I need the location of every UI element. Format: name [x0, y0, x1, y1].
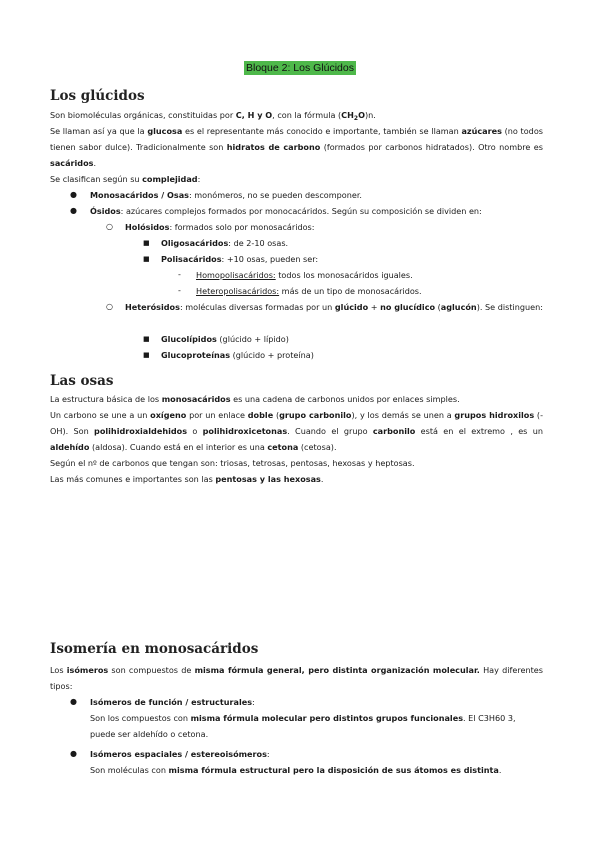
block-header	[0, 56, 600, 75]
list-item: Heteropolisacáridos: más de un tipo de monosacáridos.	[196, 286, 422, 296]
list-item-description: Son los compuestos con misma fórmula molecular pero distintos grupos funcionales. El C3H60 3, puede ser aldehído o cetona.	[90, 713, 516, 739]
paragraph: Un carbono se une a un oxígeno por un enlace doble (grupo carbonilo), y los demás se unen a grupos hidroxilos (-OH). Son polihidroxialdehidos o polihidroxicetonas. Cuando el grupo carbonilo está en el extremo , es un aldehído (aldosa). Cuando está en el interior es una cetona (cetosa).	[50, 410, 544, 452]
list-item: Heterósidos: moléculas diversas formadas por un glúcido + no glucídico (aglucón). Se distinguen:	[125, 302, 543, 312]
list-item: Isómeros espaciales / estereoisómeros:	[90, 749, 270, 759]
bullet-icon: ●	[70, 697, 77, 706]
paragraph: Se llaman así ya que la glucosa es el representante más conocido e importante, también se llaman azúcares (no todos tienen sabor dulce). Tradicionalmente son hidratos de carbono (formados por carbonos hidratados). Otro nombre es sacáridos.	[50, 126, 543, 168]
paragraph: Según el nº de carbonos que tengan son: triosas, tetrosas, pentosas, hexosas y heptosas.	[50, 458, 415, 468]
list-item: Glucolípidos (glúcido + lípido)	[161, 334, 289, 344]
bullet-icon: ●	[70, 206, 77, 215]
square-bullet-icon: ■	[143, 255, 150, 263]
list-item: Monosacáridos / Osas: monómeros, no se pueden descomponer.	[90, 190, 362, 200]
block-header-text: Bloque 2: Los Glúcidos	[246, 62, 354, 74]
paragraph: Las más comunes e importantes son las pentosas y las hexosas.	[50, 474, 324, 484]
list-item-description: Son moléculas con misma fórmula estructural pero la disposición de sus átomos es distinta.	[90, 765, 502, 775]
circle-bullet-icon: ○	[106, 302, 113, 311]
section-title-isomeria: Isomería en monosacáridos	[50, 641, 259, 657]
section-title-osas: Las osas	[50, 373, 114, 389]
dash-bullet-icon: -	[178, 270, 181, 279]
square-bullet-icon: ■	[143, 351, 150, 359]
square-bullet-icon: ■	[143, 239, 150, 247]
list-item: Homopolisacáridos: todos los monosacáridos iguales.	[196, 270, 413, 280]
paragraph: Se clasifican según su complejidad:	[50, 174, 201, 184]
list-item: Holósidos: formados solo por monosacáridos:	[125, 222, 315, 232]
bullet-icon: ●	[70, 190, 77, 199]
list-item: Glucoproteínas (glúcido + proteína)	[161, 350, 314, 360]
list-item: Polisacáridos: +10 osas, pueden ser:	[161, 254, 319, 264]
paragraph: Los isómeros son compuestos de misma fórmula general, pero distinta organización molecular. Hay diferentes tipos:	[50, 665, 543, 691]
list-item: Oligosacáridos: de 2-10 osas.	[161, 238, 289, 248]
list-item: Isómeros de función / estructurales:	[90, 697, 255, 707]
square-bullet-icon: ■	[143, 335, 150, 343]
bullet-icon: ●	[70, 749, 77, 758]
section-title-glucidos: Los glúcidos	[50, 88, 145, 104]
dash-bullet-icon: -	[178, 286, 181, 295]
paragraph: La estructura básica de los monosacáridos es una cadena de carbonos unidos por enlaces simples.	[50, 394, 460, 404]
paragraph: Son biomoléculas orgánicas, constituidas por C, H y O, con la fórmula $(CH_2O)n$.	[50, 110, 376, 122]
circle-bullet-icon: ○	[106, 222, 113, 231]
list-item: Ósidos: azúcares complejos formados por monocacáridos. Según su composición se dividen en:	[90, 206, 482, 216]
